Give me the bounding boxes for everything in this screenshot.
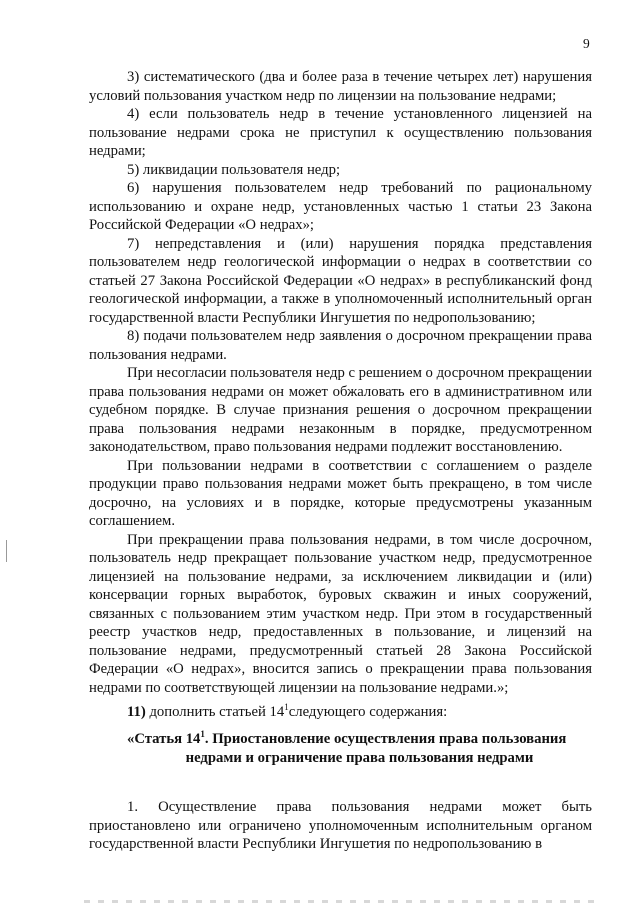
amendment-text-after: следующего содержания: [288,703,448,720]
amendment-11 [89,698,592,721]
amendment-number: 11) [127,703,146,720]
article-prefix: «Статья 14 [127,731,201,748]
paragraph-item-6: 6) нарушения пользователем недр требований по рациональному использованию и охране недр, установленных частью 1 статьи 23 Закона Российской Федерации «О недрах»; [89,180,592,233]
paragraph-production-sharing: При пользовании недрами в соответствии с соглашением о разделе продукции право пользования недрами может быть прекращено, в том числе досрочно, на условиях и в порядке, которые предусмотрены указанным соглашением. [89,457,592,529]
paragraph-item-4: 4) если пользователь недр в течение установленного лицензией на пользование недрами срока не приступил к осуществлению пользования недрами; [89,106,592,159]
left-margin-mark [6,540,7,562]
paragraph-item-3: 3) систематического (два и более раза в течение четырех лет) нарушения условий пользования участком недр по лицензии на пользование недрами; [89,69,592,104]
paragraph-termination: При прекращении права пользования недрами, в том числе досрочном, пользователь недр прекращает пользование участком недр, предусмотренное лицензией на пользование недрами, за исключением ликвидации и (или) консервации горных выработок, буровых скважин и иных сооружений, связанных с пользованием этим участком недр. При этом в государственный реестр участков недр, предоставленных в пользование, и лицензий на пользование недрами, предусмотренный статьей 28 Закона Российской Федерации «О недрах», вносится запись о прекращении права пользования недрами по соответствующей лицензии на пользование недрами.»; [89,531,592,696]
paragraph-appeal: При несогласии пользователя недр с решением о досрочном прекращении права пользования недрами он может обжаловать его в административном или судебном порядке. В случае признания решения о досрочном прекращении права пользования недрами незаконным в порядке, предусмотренном законодательством, право пользования недрами подлежит восстановлению. [89,365,592,455]
article-heading [89,725,592,768]
paragraph-item-5: 5) ликвидации пользователя недр; [127,161,341,178]
article-paragraph-1: 1. Осуществление права пользования недрами может быть приостановлено или ограничено уполномоченным исполнительным органом государственной власти Республики Ингушетия по недропользованию в [89,799,592,853]
article-sup: 1 [200,729,205,740]
article-title-line1: . Приостановление осуществления права пользования [204,731,567,748]
document-body [89,68,592,854]
amendment-sup: 1 [284,702,289,712]
page-number: 9 [583,36,590,51]
page-bottom-edge [84,900,600,903]
article-title-line2: недрами и ограничение права пользования недрами [185,750,534,767]
paragraph-item-8: 8) подачи пользователем недр заявления о досрочном прекращении права пользования недрами. [89,328,592,363]
paragraph-item-7: 7) непредставления и (или) нарушения порядка представления пользователем недр геологической информации о недрах в соответствии со статьей 27 Закона Российской Федерации «О недрах» в республиканский фонд геологической информации, а также в уполномоченный исполнительный орган государственной власти Республики Ингушетия по недропользованию; [89,235,592,326]
amendment-text: дополнить статьей 14 [145,703,285,720]
